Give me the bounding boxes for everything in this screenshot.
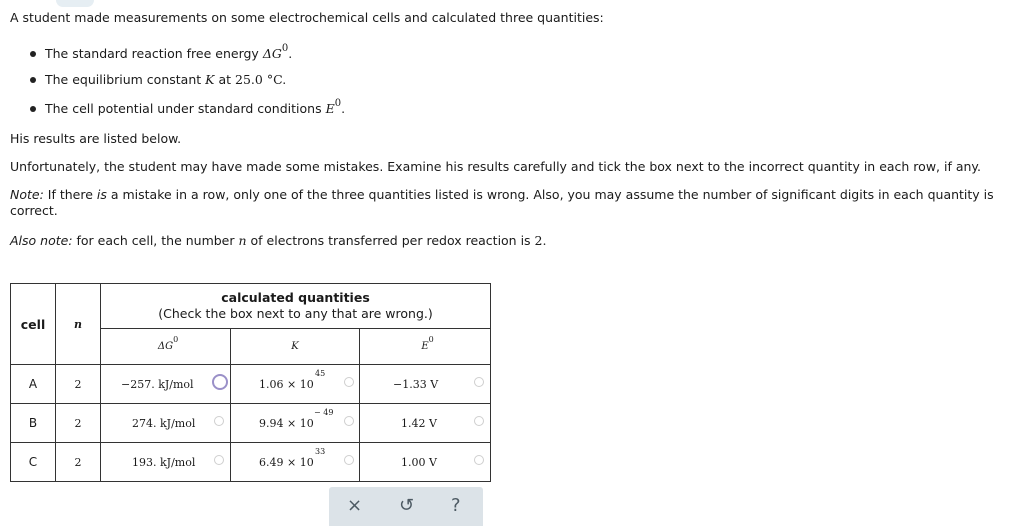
row-e-cell bbox=[360, 443, 491, 482]
answer-toolbar bbox=[329, 487, 483, 526]
k-value: 9.94 × 10 − 49 bbox=[259, 408, 334, 430]
e-value: −1.33 V bbox=[393, 378, 439, 391]
header-cell: cell bbox=[11, 284, 56, 365]
header-k: K bbox=[231, 329, 360, 365]
bullet-equilibrium: The equilibrium constant K at 25.0 °C. bbox=[30, 70, 345, 96]
intro-text: A student made measurements on some electrochemical cells and calculated three quantities: bbox=[10, 10, 604, 25]
row-e-cell bbox=[360, 365, 491, 404]
table-row bbox=[11, 365, 491, 404]
e-checkbox[interactable] bbox=[474, 416, 484, 426]
dg-checkbox[interactable] bbox=[212, 374, 228, 390]
k-value: 6.49 × 10 33 bbox=[259, 447, 326, 469]
k-checkbox[interactable] bbox=[344, 416, 354, 426]
bullet-free-energy: The standard reaction free energy $\Delta G^0$. bbox=[30, 44, 345, 70]
dg-value: 193. kJ/mol bbox=[132, 456, 196, 469]
note-text: Note: If there is a mistake in a row, only one of the three quantities listed is wrong. Also, you may assume the number of significant digits in each quantity is correct. bbox=[10, 187, 994, 218]
row-k-cell bbox=[231, 443, 360, 482]
row-dg-cell bbox=[101, 443, 231, 482]
row-n-value: 2 bbox=[56, 404, 101, 443]
k-checkbox[interactable] bbox=[344, 377, 354, 387]
table-row bbox=[11, 404, 491, 443]
results-table bbox=[10, 283, 491, 482]
row-cell-label: C bbox=[11, 443, 56, 482]
row-n-value: 2 bbox=[56, 365, 101, 404]
quantity-list bbox=[30, 44, 345, 125]
bullet-dot bbox=[30, 51, 36, 57]
e-checkbox[interactable] bbox=[474, 455, 484, 465]
row-cell-label: B bbox=[11, 404, 56, 443]
row-k-cell bbox=[231, 404, 360, 443]
header-n: n bbox=[56, 284, 101, 365]
k-value: 1.06 × 10 45 bbox=[259, 369, 326, 391]
close-button[interactable]: × bbox=[347, 495, 363, 516]
row-dg-cell bbox=[101, 404, 231, 443]
table-row bbox=[11, 443, 491, 482]
bullet-dot bbox=[30, 77, 36, 83]
row-cell-label: A bbox=[11, 365, 56, 404]
header-dg: ΔG 0 bbox=[101, 329, 231, 365]
header-e: E 0 bbox=[360, 329, 491, 365]
bullet-dot bbox=[30, 106, 36, 112]
also-note-text: Also note: for each cell, the number n of electrons transferred per redox reaction is 2. bbox=[10, 233, 547, 248]
dg-checkbox[interactable] bbox=[214, 416, 224, 426]
e-value: 1.42 V bbox=[401, 417, 437, 430]
calc-subtitle: (Check the box next to any that are wrong.) bbox=[158, 306, 433, 321]
top-tab bbox=[56, 0, 94, 7]
dg-checkbox[interactable] bbox=[214, 455, 224, 465]
results-text: His results are listed below. bbox=[10, 131, 182, 146]
e-checkbox[interactable] bbox=[474, 377, 484, 387]
dg-value: 274. kJ/mol bbox=[132, 417, 196, 430]
dg-value: −257. kJ/mol bbox=[121, 378, 194, 391]
help-button[interactable]: ? bbox=[451, 495, 461, 516]
e-value: 1.00 V bbox=[401, 456, 437, 469]
bullet-cell-potential: The cell potential under standard conditions $E^0$. bbox=[30, 99, 345, 125]
calc-title: calculated quantities bbox=[221, 290, 370, 305]
row-k-cell bbox=[231, 365, 360, 404]
k-checkbox[interactable] bbox=[344, 455, 354, 465]
row-n-value: 2 bbox=[56, 443, 101, 482]
undo-button[interactable]: ↺ bbox=[399, 495, 415, 516]
header-calculated bbox=[101, 284, 491, 329]
row-e-cell bbox=[360, 404, 491, 443]
mistake-text: Unfortunately, the student may have made some mistakes. Examine his results carefully and tick the box next to the incorrect quantity in each row, if any. bbox=[10, 159, 982, 174]
row-dg-cell bbox=[101, 365, 231, 404]
